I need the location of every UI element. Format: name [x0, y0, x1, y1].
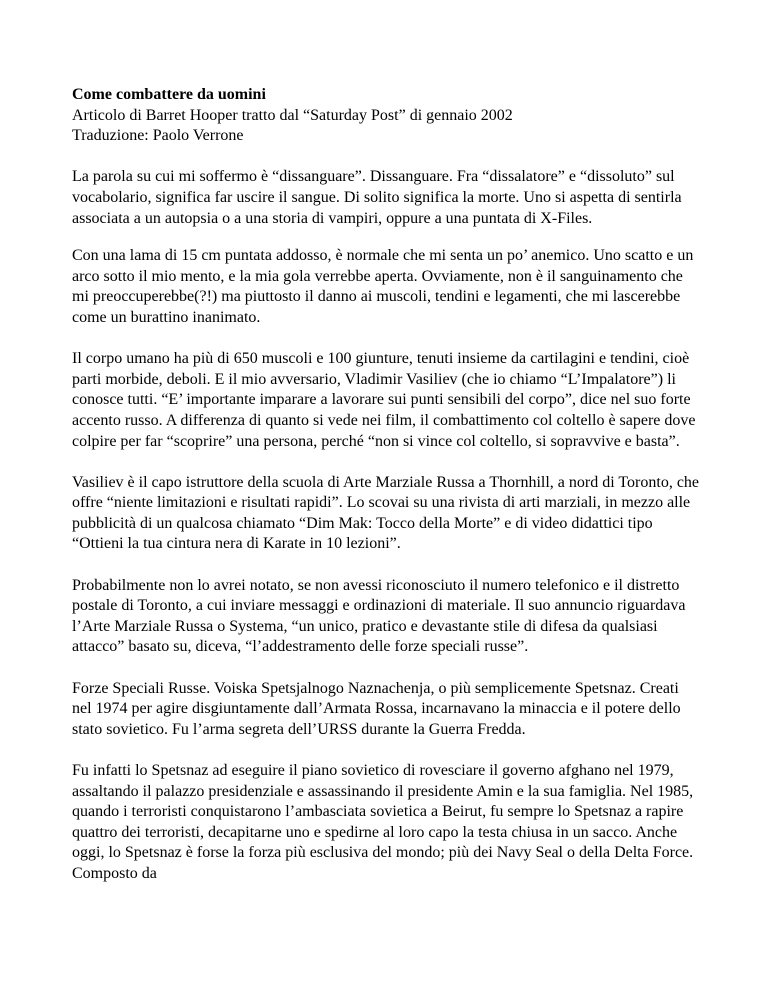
paragraph-5: Probabilmente non lo avrei notato, se non avessi riconosciuto il numero telefonico e il distretto postale di Toronto, a cui inviare messaggi e ordinazioni di materiale. Il suo annuncio riguardava l’Arte Marziale Russa o Systema, “un unico, pratico e devastante stile di difesa da qualsiasi attacco” basato su, diceva, “l’addestramento delle forze speciali russe”. [72, 576, 686, 656]
paragraph-1: La parola su cui mi soffermo è “dissanguare”. Dissanguare. Fra “dissalatore” e “dissoluto” sul vocabolario, significa far uscire il sangue. Di solito significa la morte. Uno si aspetta di sentirla associata a un autopsia o a una storia di vampiri, oppure a una puntata di X-Files. [72, 168, 682, 227]
document-page [72, 85, 702, 885]
paragraph-2: Con una lama di 15 cm puntata addosso, è normale che mi senta un po’ anemico. Uno scatto e un arco sotto il mio mento, e la mia gola verrebbe aperta. Ovviamente, non è il sanguinamento che mi preoccuperebbe(?!) ma piuttosto il danno ai muscoli, tendini e legamenti, che mi lascerebbe come un burattino inanimato. [72, 247, 694, 326]
article-translation-credit: Traduzione: Paolo Verrone [72, 127, 244, 145]
paragraph-6: Forze Speciali Russe. Voiska Spetsjalnogo Naznachenja, o più semplicemente Spetsnaz. Creati nel 1974 per agire disgiuntamente dall’Armata Rossa, incarnavano la minaccia e il potere dello stato sovietico. Fu l’arma segreta dell’URSS durante la Guerra Fredda. [72, 679, 681, 738]
article-title: Come combattere da uomini [72, 86, 266, 103]
article-byline: Articolo di Barret Hooper tratto dal “Saturday Post” di gennaio 2002 [72, 106, 513, 124]
paragraph-7: Fu infatti lo Spetsnaz ad eseguire il piano sovietico di rovesciare il governo afghano nel 1979, assaltando il palazzo presidenziale e assassinando il presidente Amin e la sua famiglia. Nel 1985, quando i terroristi conquistarono l’ambasciata sovietica a Beirut, fu sempre lo Spetsnaz a rapire quattro dei terroristi, decapitarne uno e spedirne al loro capo la testa chiusa in un sacco. Anche oggi, lo Spetsnaz è forse la forza più esclusiva del mondo; più dei Navy Seal o della Delta Force. Composto da [72, 762, 694, 882]
paragraph-4: Vasiliev è il capo istruttore della scuola di Arte Marziale Russa a Thornhill, a nord di Toronto, che offre “niente limitazioni e risultati rapidi”. Lo scovai su una rivista di arti marziali, in mezzo alle pubblicità di un qualcosa chiamato “Dim Mak: Tocco della Morte” e di video didattici tipo “Ottieni la tua cintura nera di Karate in 10 lezioni”. [72, 473, 700, 553]
paragraph-3: Il corpo umano ha più di 650 muscoli e 100 giunture, tenuti insieme da cartilagini e tendini, cioè parti morbide, deboli. E il mio avversario, Vladimir Vasiliev (che io chiamo “L’Impalatore”) li conosce tutti. “E’ importante imparare a lavorare sui punti sensibili del corpo”, dice nel suo forte accento russo. A differenza di quanto si vede nei film, il combattimento col coltello è sapere dove colpire per far “scoprire” una persona, perché “non si vince col coltello, si sopravvive e basta”. [72, 350, 696, 450]
